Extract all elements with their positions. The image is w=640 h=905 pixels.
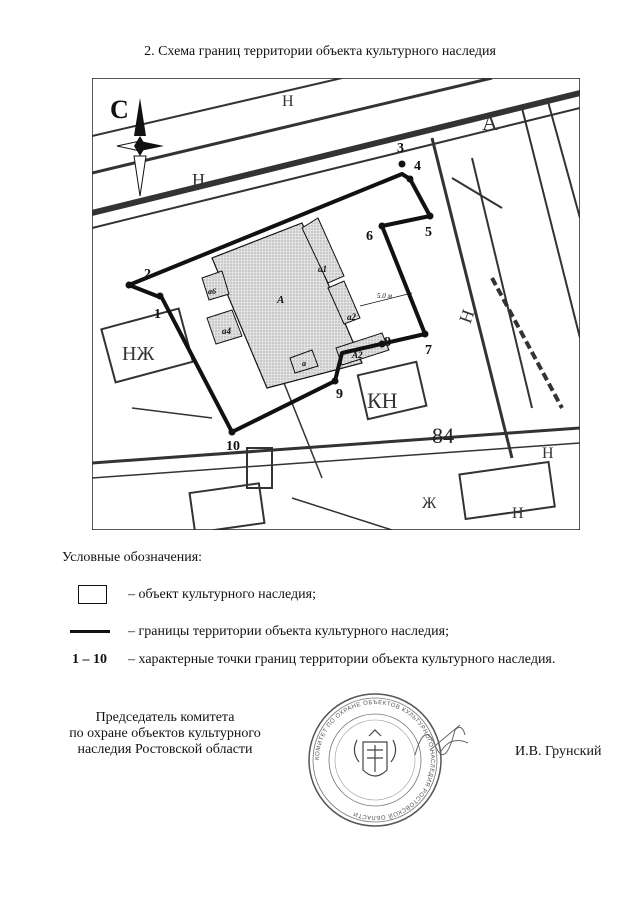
dimension-label: 5.0 м bbox=[377, 292, 392, 300]
seal-text: КОМИТЕТ ПО ОХРАНЕ ОБЪЕКТОВ КУЛЬТУРНОГО НАСЛЕДИЯ РОСТОВСКОЙ ОБЛАСТИ bbox=[314, 699, 436, 821]
bg-label: Н bbox=[455, 306, 479, 326]
point-label-3: 3 bbox=[397, 141, 404, 156]
bg-label: НЖ bbox=[122, 343, 155, 365]
point-label-10: 10 bbox=[226, 439, 240, 454]
point-label-7: 7 bbox=[425, 343, 432, 358]
boundary-point-3 bbox=[399, 161, 406, 168]
boundary-point-10 bbox=[229, 429, 236, 436]
legend-border-symbol bbox=[70, 630, 110, 633]
bg-label: Н bbox=[542, 445, 554, 462]
bg-label: Н bbox=[282, 93, 294, 110]
north-label: С bbox=[110, 95, 129, 124]
position-line: Председатель комитета bbox=[95, 710, 235, 725]
bg-label: А bbox=[482, 110, 498, 135]
building-label-a6: а6 bbox=[208, 287, 216, 296]
point-label-6: 6 bbox=[366, 229, 373, 244]
point-label-9: 9 bbox=[336, 387, 343, 402]
building-label-a2: а2 bbox=[347, 312, 356, 322]
signatory-name: И.В. Грунский bbox=[515, 744, 602, 759]
boundary-point-4 bbox=[407, 176, 414, 183]
boundary-point-1 bbox=[157, 293, 164, 300]
point-label-5: 5 bbox=[425, 225, 432, 240]
bg-label: Н bbox=[512, 505, 524, 522]
point-label-4: 4 bbox=[414, 159, 421, 174]
street-number: 84 bbox=[432, 423, 454, 448]
building-label-a4: а4 bbox=[222, 326, 231, 336]
page-title: 2. Схема границ территории объекта культурного наследия bbox=[144, 44, 496, 59]
bg-label: КН bbox=[367, 388, 398, 413]
boundary-point-7 bbox=[422, 331, 429, 338]
point-label-2: 2 bbox=[144, 267, 151, 282]
legend-border-desc: – границы территории объекта культурного наследия; bbox=[128, 624, 449, 639]
legend-object-symbol bbox=[78, 585, 107, 604]
position-line: наследия Ростовской области bbox=[77, 742, 253, 757]
legend-object-desc: – объект культурного наследия; bbox=[128, 587, 316, 602]
point-label-8: 8 bbox=[384, 335, 391, 350]
legend-points-symbol: 1 – 10 bbox=[72, 652, 107, 667]
legend-points-desc: – характерные точки границ территории объекта культурного наследия. bbox=[128, 652, 556, 667]
building-label-a: а bbox=[302, 359, 306, 368]
building-label-a1: а1 bbox=[318, 264, 327, 274]
site-map bbox=[92, 78, 580, 530]
handwritten-signature bbox=[410, 715, 470, 765]
boundary-point-2 bbox=[126, 282, 133, 289]
boundary-point-9 bbox=[332, 378, 339, 385]
emblem-icon bbox=[354, 730, 395, 776]
boundary-point-5 bbox=[427, 213, 434, 220]
bg-label: Н bbox=[192, 170, 205, 190]
building-label-main: А bbox=[277, 294, 285, 306]
position-line: по охране объектов культурного bbox=[69, 726, 261, 741]
signatory-position bbox=[60, 710, 270, 758]
bg-label: Ж bbox=[422, 495, 437, 512]
point-label-1: 1 bbox=[154, 307, 161, 322]
legend-heading: Условные обозначения: bbox=[62, 550, 203, 565]
building-label-A2: А2 bbox=[352, 350, 363, 360]
boundary-point-6 bbox=[379, 223, 386, 230]
